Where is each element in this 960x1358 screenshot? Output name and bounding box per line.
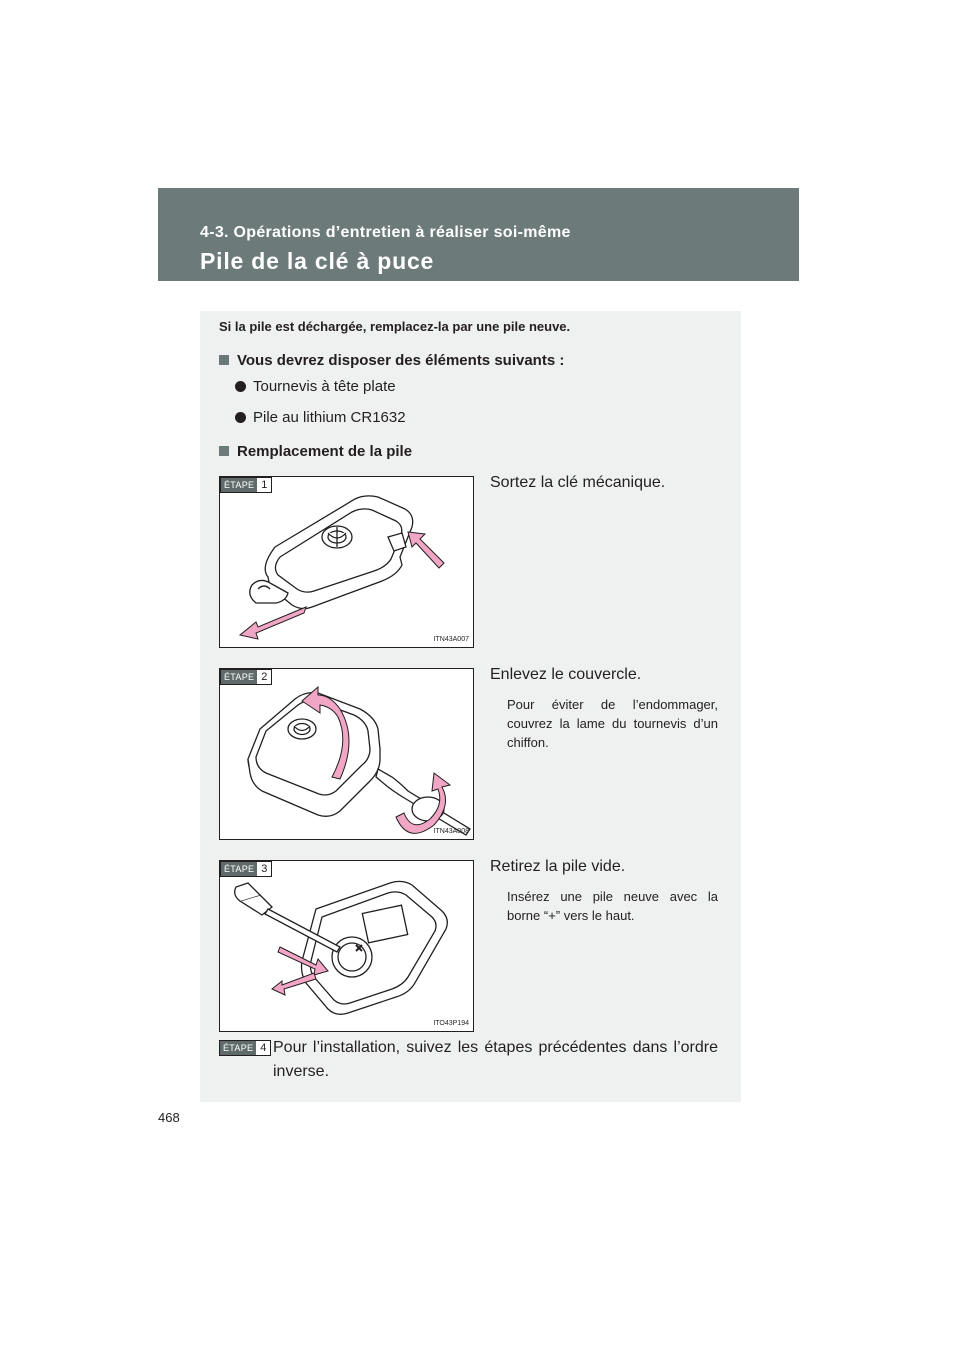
- figure-code: ITN43A008: [433, 828, 469, 835]
- step-3-illustration: [219, 860, 474, 1032]
- smart-key-battery-removal-figure: [220, 861, 474, 1032]
- figure-code: ITO43P194: [433, 1020, 469, 1027]
- step-1-illustration: [219, 476, 474, 648]
- content-box: [200, 311, 741, 1102]
- list-item: Tournevis à tête plate: [235, 378, 396, 395]
- step-3-text: Retirez la pile vide.: [490, 858, 626, 875]
- section-label: 4-3. Opérations d’entretien à réaliser soi-même: [200, 224, 571, 241]
- bullet-icon: [235, 412, 246, 423]
- intro-text: Si la pile est déchargée, remplacez-la par une pile neuve.: [219, 319, 571, 334]
- page-number: 468: [158, 1110, 180, 1125]
- smart-key-remove-cover-figure: [220, 669, 474, 840]
- replacement-heading: Remplacement de la pile: [219, 443, 412, 460]
- step-3-note: Insérez une pile neuve avec la borne “+” vers le haut.: [507, 889, 718, 923]
- square-bullet-icon: [219, 446, 229, 456]
- step-badge: ÉTAPE 4: [219, 1040, 271, 1056]
- smart-key-remove-mechanical-key-figure: [220, 477, 474, 648]
- list-item: Pile au lithium CR1632: [235, 409, 406, 426]
- step-2-text: Enlevez le couvercle.: [490, 666, 642, 683]
- step-2-note: Pour éviter de l’endommager, couvrez la lame du tournevis d’un chiffon.: [507, 697, 718, 750]
- requirements-heading: Vous devrez disposer des éléments suivants :: [219, 352, 564, 369]
- step-4-text: Pour l’installation, suivez les étapes précédentes dans l’ordre inverse.: [273, 1039, 718, 1080]
- step-1-text: Sortez la clé mécanique.: [490, 474, 666, 491]
- step-badge: ÉTAPE 1: [220, 477, 272, 493]
- bullet-icon: [235, 381, 246, 392]
- figure-code: ITN43A007: [433, 636, 469, 643]
- page-title: Pile de la clé à puce: [200, 248, 435, 274]
- step-badge: ÉTAPE 2: [220, 669, 272, 685]
- square-bullet-icon: [219, 355, 229, 365]
- step-badge: ÉTAPE 3: [220, 861, 272, 877]
- step-2-illustration: [219, 668, 474, 840]
- header-band: [158, 188, 799, 281]
